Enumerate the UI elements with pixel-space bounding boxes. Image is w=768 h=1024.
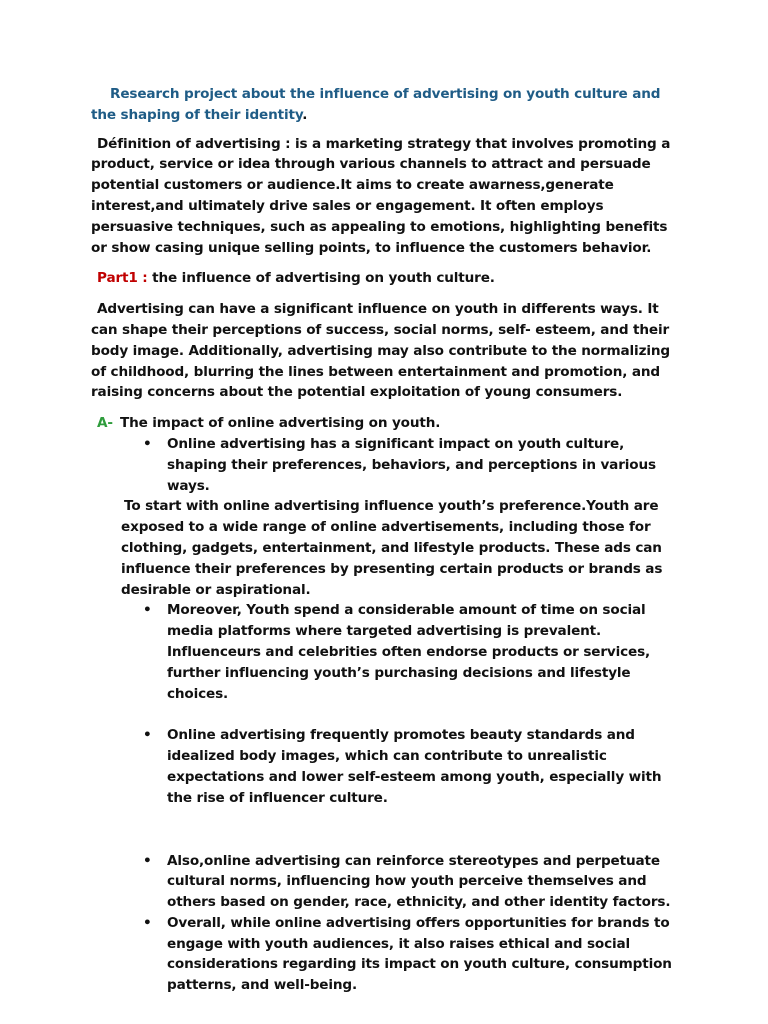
list-item bbox=[91, 913, 683, 996]
bullet-mark: • bbox=[143, 852, 152, 869]
list-item bbox=[91, 851, 683, 913]
part1-title: the influence of advertising on youth culture. bbox=[152, 270, 495, 287]
section-a-heading bbox=[91, 413, 683, 434]
section-a-title: The impact of online advertising on youth. bbox=[120, 415, 441, 432]
bullet-text: Online advertising frequently promotes beauty standards and idealized body images, which can contribute to unrealistic expectations and lower self-esteem among youth, especially with the rise of influencer culture. bbox=[167, 727, 662, 806]
bullet-text: Also,online advertising can reinforce stereotypes and perpetuate cultural norms, influencing how youth perceive themselves and others based on gender, race, ethnicity, and other identity factors. bbox=[167, 852, 671, 911]
definition-paragraph: Définition of advertising : is a marketing strategy that involves promoting a product, service or idea through various channels to attract and persuade potential customers or audience.It aims to create awarness,generate interest,and ultimately drive sales or engagement. It often employs persuasive techniques, such as appealing to emotions, highlighting benefits or show casing unique selling points, to influence the customers behavior. bbox=[91, 135, 671, 256]
bullet-text: Overall, while online advertising offers opportunities for brands to engage with youth audiences, it also raises ethical and social considerations regarding its impact on youth culture, consumption patterns, and well-being. bbox=[167, 914, 672, 994]
bullet-text: Online advertising has a significant impact on youth culture, shaping their preferences, behaviors, and perceptions in various ways. bbox=[167, 435, 656, 494]
document-page bbox=[91, 84, 683, 996]
bullet-text: Moreover, Youth spend a considerable amount of time on social media platforms where targeted advertising is prevalent. Influenceurs and celebrities often endorse products or services, further influencing youth’s purchasing decisions and lifestyle choices. bbox=[167, 602, 651, 702]
list-item bbox=[91, 725, 683, 808]
bullet-mark: • bbox=[143, 602, 152, 619]
title-period: . bbox=[302, 106, 308, 123]
preference-paragraph: To start with online advertising influence youth’s preference.Youth are exposed to a wide range of online advertisements, including those for clothing, gadgets, entertainment, and lifestyle products. These ads can influence their preferences by presenting certain products or brands as desirable or aspirational. bbox=[121, 498, 663, 598]
part1-intro-paragraph: Advertising can have a significant influence on youth in differents ways. It can shape their perceptions of success, social norms, self- esteem, and their body image. Additionally, advertising may also contribute to the normalizing of childhood, blurring the lines between entertainment and promotion, and raising concerns about the potential exploitation of young consumers. bbox=[91, 301, 670, 401]
bullet-mark: • bbox=[143, 727, 152, 744]
part1-label: Part1 : bbox=[97, 270, 148, 287]
section-a-label: A- bbox=[97, 415, 113, 432]
part1-heading bbox=[91, 268, 683, 289]
list-item bbox=[91, 600, 683, 704]
document-title bbox=[91, 84, 683, 126]
bullet-mark: • bbox=[143, 914, 152, 931]
list-item bbox=[91, 434, 683, 496]
bullet-mark: • bbox=[143, 435, 152, 452]
title-text: Research project about the influence of advertising on youth culture and the shaping of their identity bbox=[91, 86, 661, 123]
